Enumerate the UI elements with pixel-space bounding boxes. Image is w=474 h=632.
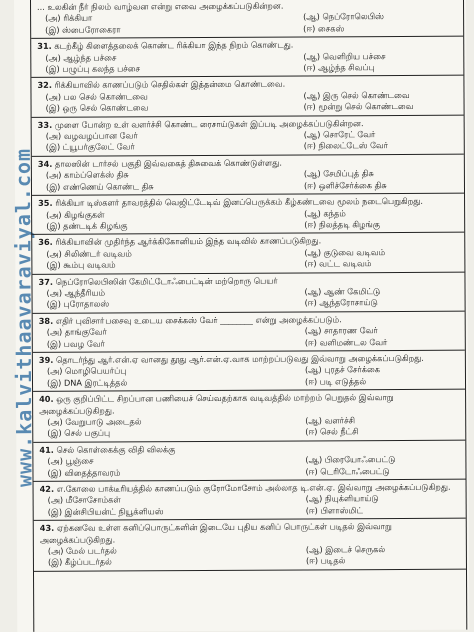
answer-option: (இ) கீழ்ப்படர்தல்	[47, 556, 112, 568]
answer-option: (ஈ) படிதல்	[305, 555, 346, 566]
answer-option: (ஆ) சேமிப்புத் திசு	[303, 168, 374, 179]
question-table	[30, 0, 467, 632]
answer-option: (அ) ரிக்கியா	[45, 12, 93, 24]
question-number: 38.	[38, 315, 54, 326]
answer-option: (இ) புரோதாலஸ்	[46, 298, 110, 310]
answer-option: (அ) பல செல் கொண்டவை	[45, 91, 148, 102]
answer-option: (அ) மீசோசோம்கள்	[47, 494, 121, 506]
answer-option: (ஆ) நெப்ரோலெபிஸ்	[303, 11, 384, 22]
question-number: 34.	[37, 158, 53, 169]
answer-option: (அ) வேறுபாடு அடைதல்	[47, 416, 142, 427]
answer-option: (ஈ) டெரிடோஃபைட்டு	[305, 465, 390, 477]
answer-options	[40, 493, 462, 518]
answer-options	[38, 168, 460, 193]
question-number: 31.	[37, 41, 52, 52]
answer-option: (ஆ) இடைச் செருகல்	[305, 544, 386, 555]
answer-option: (ஆ) ஆண் கேமிட்டு	[304, 286, 381, 297]
answer-option: (ஈ) மூன்று செல் கொண்டவை	[303, 101, 414, 112]
answer-options	[39, 415, 461, 440]
question-text: தொடர்ந்து ஆர்.என்.ஏ வானது தூது ஆர்.என்.ஏ.வாக மாற்றப்படுவது இவ்வாறு அழைக்கப்படுகிறது.	[55, 352, 424, 365]
question-text: முளை போன்ற உள் வளர்ச்சி கொண்ட ரைசாய்டுகள் இப்படி அழைக்கப்படுகின்றன.	[54, 117, 364, 130]
answer-option: (அ) சிலிண்டர் வடிவம்	[46, 248, 132, 259]
question-stem	[39, 392, 461, 417]
answer-option: (ஆ) வெளிறிய பச்சை	[303, 50, 386, 62]
answer-option: (அ) ஆழ்ந்த பச்சை	[45, 52, 117, 63]
answer-option: (ஆ) பிரையோஃபைட்டு	[305, 454, 396, 465]
question-number: 39.	[38, 354, 54, 365]
answer-option: (இ) இன்சிபியன்ட் நியூக்ளியஸ்	[47, 506, 164, 517]
question-number: 32.	[37, 80, 52, 91]
answer-option: (இ) கூம்பு வடிவம்	[46, 259, 116, 270]
question-number: 33.	[37, 119, 53, 130]
question-row	[33, 390, 465, 443]
question-text: ரிக்கியாவின் முதிர்ந்த ஆர்க்கிகோனியம் இந்த வடிவில் காணப்படுகிறது.	[55, 235, 322, 248]
answer-option: (ஆ) கந்தம்	[304, 207, 346, 218]
question-number: 36.	[38, 237, 53, 248]
answer-option: (ஈ) ஆந்தரோசாய்டு	[304, 297, 378, 308]
question-row	[34, 480, 466, 521]
answer-options	[37, 11, 459, 36]
question-row	[31, 0, 463, 39]
answer-options	[39, 364, 461, 389]
question-text: நெப்ரோலெபிஸின் கேமிட்டோஃபைட்டின் மற்றொரு பெயர்	[55, 275, 278, 287]
answer-options	[39, 454, 461, 479]
answer-option: (ஆ) குடுவை வடிவம்	[304, 246, 386, 258]
answer-option: (ஈ) பிளாஸ்மிட்	[305, 505, 363, 516]
question-row	[32, 155, 464, 196]
answer-options	[38, 207, 460, 232]
answer-options	[39, 286, 461, 311]
answer-option: (அ) பூஞ்சை	[47, 455, 94, 467]
watermark-text: www.kalvithaavaraviyal.com	[10, 148, 37, 488]
question-text: எதிர் புவிசாா்பசைவு உடைய சைக்கஸ் வேர் ________ என்று அழைக்கப்படும்.	[55, 314, 342, 326]
question-row	[32, 115, 464, 156]
answer-option: (இ) செல் பகுப்பு	[47, 427, 111, 439]
answer-option: (அ) ஆந்தீரியம்	[46, 287, 106, 298]
answer-options	[38, 129, 460, 154]
question-row	[31, 76, 463, 117]
answer-option: (ஈ) ஆழ்ந்த சிவப்பு	[303, 62, 375, 73]
question-number: 42.	[39, 483, 55, 494]
answer-options	[37, 50, 459, 75]
answer-option: (இ) ஸ்பைரோகைரா	[45, 24, 121, 35]
question-row	[31, 37, 463, 78]
question-text: ... உலகின் நீர் நிலம் வாழ்வன என்று எவை அழைக்கப்படுகின்றன.	[37, 0, 284, 12]
question-number: 40.	[39, 393, 54, 405]
answer-option: (இ) விதைத்தாவரம்	[47, 467, 121, 478]
answer-option: (இ) தண்டடிக் கிழங்கு	[46, 220, 128, 231]
question-number: 37.	[38, 276, 54, 287]
answer-option: (இ) எண்ணெய் கொண்ட திசு	[45, 180, 154, 192]
answer-option: (ஈ) சைகஸ்	[303, 23, 345, 34]
answer-options	[38, 246, 460, 271]
question-number: 43.	[39, 523, 55, 534]
answer-options	[40, 544, 462, 569]
answer-option: (அ) தாங்குவேர்	[46, 326, 107, 337]
answer-option: (இ) பழுப்பு கலந்த பச்சை	[45, 63, 141, 74]
question-row	[32, 194, 464, 235]
question-row	[32, 272, 464, 313]
answer-option: (ஈ) ஒளிச்சேர்க்கை திசு	[303, 179, 387, 191]
answer-options	[39, 325, 461, 350]
question-row	[33, 440, 465, 481]
answer-option: (ஆ) சொரேட் வேர்	[303, 129, 376, 140]
question-number: 41.	[39, 444, 54, 455]
question-row	[33, 311, 465, 352]
answer-option: (அ) மேல் படர்தல்	[47, 545, 117, 556]
question-text: ரிக்கியா டிஸ்களர் தாவரத்தில் வெஜிட்டேடிவ் இனப்பெருக்கம் கீழ்கண்டவை மூலம் நடைபெறுகிறது.	[55, 195, 423, 208]
answer-option: (ஈ) படி எடுத்தல்	[304, 375, 367, 387]
question-text: எ.கோலை பாக்டீரியத்தில் காணப்படும் குரோமோசோம் அல்லாத டி.என்.ஏ. இவ்வாறு அழைக்கப்படுகிறது.	[56, 481, 451, 494]
question-text: செல் கொள்கைக்கு விதி விலக்கு	[56, 443, 176, 455]
answer-option: (அ) காம்ப்ளெக்ஸ் திசு	[45, 169, 129, 181]
question-row	[34, 519, 466, 572]
answer-option: (ஆ) புரதச் சேர்க்கை	[304, 364, 380, 375]
question-text: கடற்கீழ் கிளைத்தலைக் கொண்ட ரிக்கியா இந்த நிறம் கொண்டது.	[54, 39, 294, 52]
question-stem	[40, 521, 462, 546]
answer-option: (ஈ) வட்ட வடிவம்	[304, 258, 372, 269]
answer-option: (ஈ) நிலத்தடி கிழங்கு	[304, 218, 381, 230]
answer-option: (அ) வழவழப்பான வேர்	[45, 130, 138, 141]
answer-option: (ஈ) நிலைட்டேஸ் வேர்	[303, 140, 389, 151]
document-page	[10, 0, 469, 632]
answer-option: (ஆ) நியுக்ளியாய்டு	[305, 493, 379, 504]
answer-option: (ஆ) சாதாரண வேர்	[304, 325, 378, 336]
answer-option: (இ) பவழ வேர்	[46, 338, 105, 349]
question-text: தாலஸின் டார்சல் பகுதி இவ்வகைத் திசுவைக் கொண்டுள்ளது.	[54, 157, 282, 169]
answer-option: (இ) ஒரு செல் கொண்டவை	[45, 102, 149, 114]
question-row	[32, 233, 464, 274]
answer-option: (ஆ) இரு செல் கொண்டவை	[303, 89, 410, 101]
question-row	[33, 351, 465, 392]
answer-option: (இ) DNA இரட்டித்தல்	[46, 377, 128, 388]
question-text: ஒரு குறிப்பிட்ட சிறப்பான பணியைச் செய்வதற்காக வடிவத்தில் மாற்றம் பெறுதல் இவ்வாறு அழைக்கப்படுகிறது.	[39, 392, 394, 416]
answer-option: (ஈ) வளிமண்டல வேர்	[304, 336, 388, 348]
answer-option: (அ) கிழங்குகள்	[46, 209, 105, 220]
answer-option: (அ) மொழிபெயர்ப்பு	[46, 365, 127, 377]
question-number: 35.	[38, 197, 53, 208]
question-text: ரிக்கியாவில் காணப்படும் செதில்கள் இத்தன்மை கொண்டவை.	[54, 79, 286, 91]
answer-option: (ஆ) வளர்ச்சி	[305, 415, 356, 426]
answer-options	[37, 90, 459, 115]
answer-option: (ஈ) செல் நீட்சி	[305, 426, 359, 437]
question-text: ஏற்கனவே உள்ள கனிப்பொருட்களின் இடையே புதிய கனிப் பொருட்கள் படிதல் இவ்வாறு அழைக்கப்படுகிறது.	[39, 521, 392, 545]
answer-option: (இ) ட்யூபர்குலேட் வேர்	[45, 141, 135, 153]
